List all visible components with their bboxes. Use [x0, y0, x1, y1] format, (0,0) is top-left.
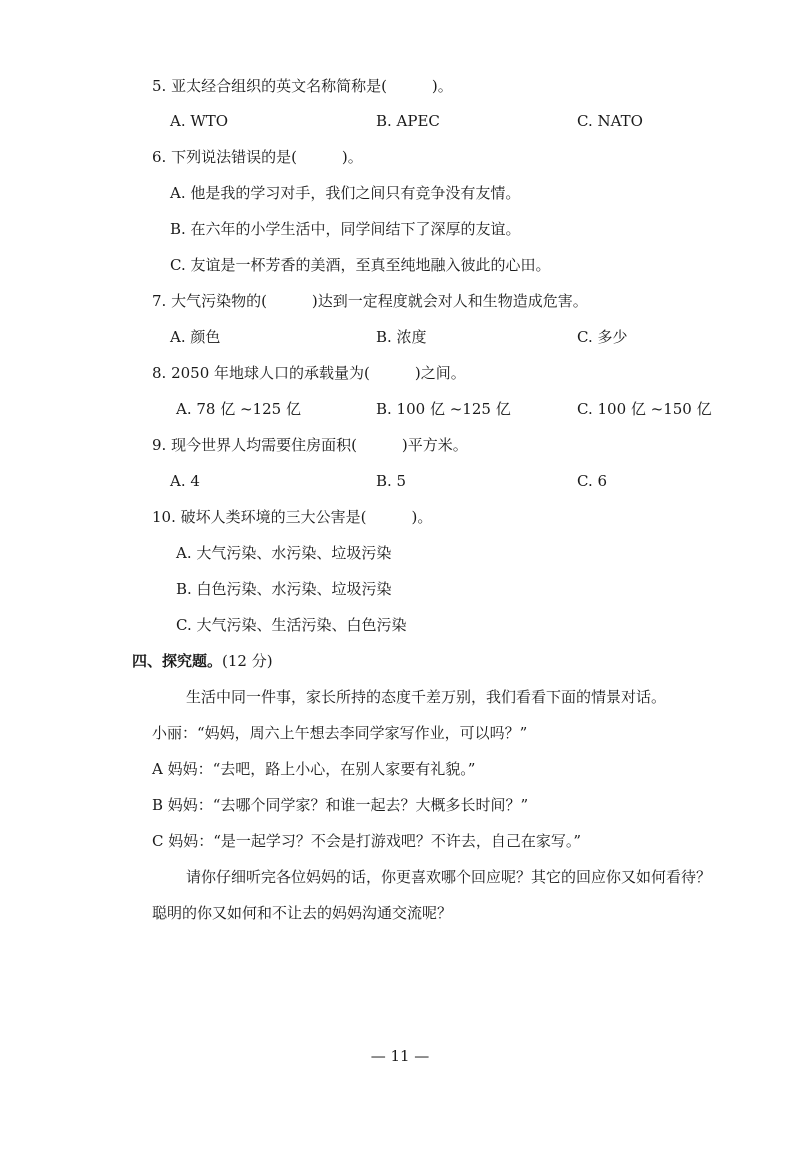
section-4-score: (12 分) — [222, 652, 273, 670]
question-10-option-a: A. 大气污染、水污染、垃圾污染 — [176, 544, 392, 562]
question-6-option-a: A. 他是我的学习对手，我们之间只有竞争没有友情。 — [170, 184, 521, 202]
question-9-stem: 9. 现今世界人均需要住房面积( )平方米。 — [152, 436, 468, 454]
question-5-option-a: A. WTO — [170, 112, 229, 130]
section-4-heading — [132, 651, 273, 671]
question-10-stem: 10. 破坏人类环境的三大公害是( )。 — [152, 508, 433, 526]
dialogue-line-mom-b: B 妈妈：“去哪个同学家？和谁一起去？大概多长时间？” — [152, 796, 529, 814]
question-9-option-a: A. 4 — [170, 472, 200, 490]
question-6-option-b: B. 在六年的小学生活中，同学间结下了深厚的友谊。 — [170, 220, 521, 238]
question-6-option-c: C. 友谊是一杯芳香的美酒，至真至纯地融入彼此的心田。 — [170, 256, 551, 274]
question-5-stem: 5. 亚太经合组织的英文名称简称是( )。 — [152, 77, 453, 95]
question-8-option-a: A. 78 亿 ~125 亿 — [176, 400, 301, 418]
question-7-option-b: B. 浓度 — [376, 328, 427, 346]
section-4-intro: 生活中同一件事，家长所持的态度千差万别，我们看看下面的情景对话。 — [186, 688, 667, 706]
question-10-option-c: C. 大气污染、生活污染、白色污染 — [176, 616, 407, 634]
question-9-option-b: B. 5 — [376, 472, 407, 490]
question-6-stem: 6. 下列说法错误的是( )。 — [152, 148, 363, 166]
question-7-stem: 7. 大气污染物的( )达到一定程度就会对人和生物造成危害。 — [152, 292, 588, 310]
dialogue-line-xiaoli: 小丽：“妈妈，周六上午想去李同学家写作业，可以吗？” — [152, 724, 528, 742]
question-10-option-b: B. 白色污染、水污染、垃圾污染 — [176, 580, 392, 598]
question-5-option-b: B. APEC — [376, 112, 440, 130]
dialogue-line-mom-a: A 妈妈：“去吧，路上小心，在别人家要有礼貌。” — [152, 760, 476, 778]
question-8-option-c: C. 100 亿 ~150 亿 — [577, 400, 712, 418]
dialogue-line-mom-c: C 妈妈：“是一起学习？不会是打游戏吧？不许去，自己在家写。” — [152, 832, 582, 850]
question-8-option-b: B. 100 亿 ~125 亿 — [376, 400, 511, 418]
question-7-option-a: A. 颜色 — [170, 328, 221, 346]
page-number: — 11 — — [370, 1047, 430, 1065]
question-7-option-c: C. 多少 — [577, 328, 628, 346]
section-4-prompt-line-2: 聪明的你又如何和不让去的妈妈沟通交流呢？ — [152, 904, 453, 922]
question-5-option-c: C. NATO — [577, 112, 643, 130]
question-8-stem: 8. 2050 年地球人口的承载量为( )之间。 — [152, 364, 466, 382]
section-4-title: 四、探究题。 — [132, 652, 223, 670]
question-9-option-c: C. 6 — [577, 472, 608, 490]
section-4-prompt-line-1: 请你仔细听完各位妈妈的话，你更喜欢哪个回应呢？其它的回应你又如何看待？ — [186, 868, 712, 886]
